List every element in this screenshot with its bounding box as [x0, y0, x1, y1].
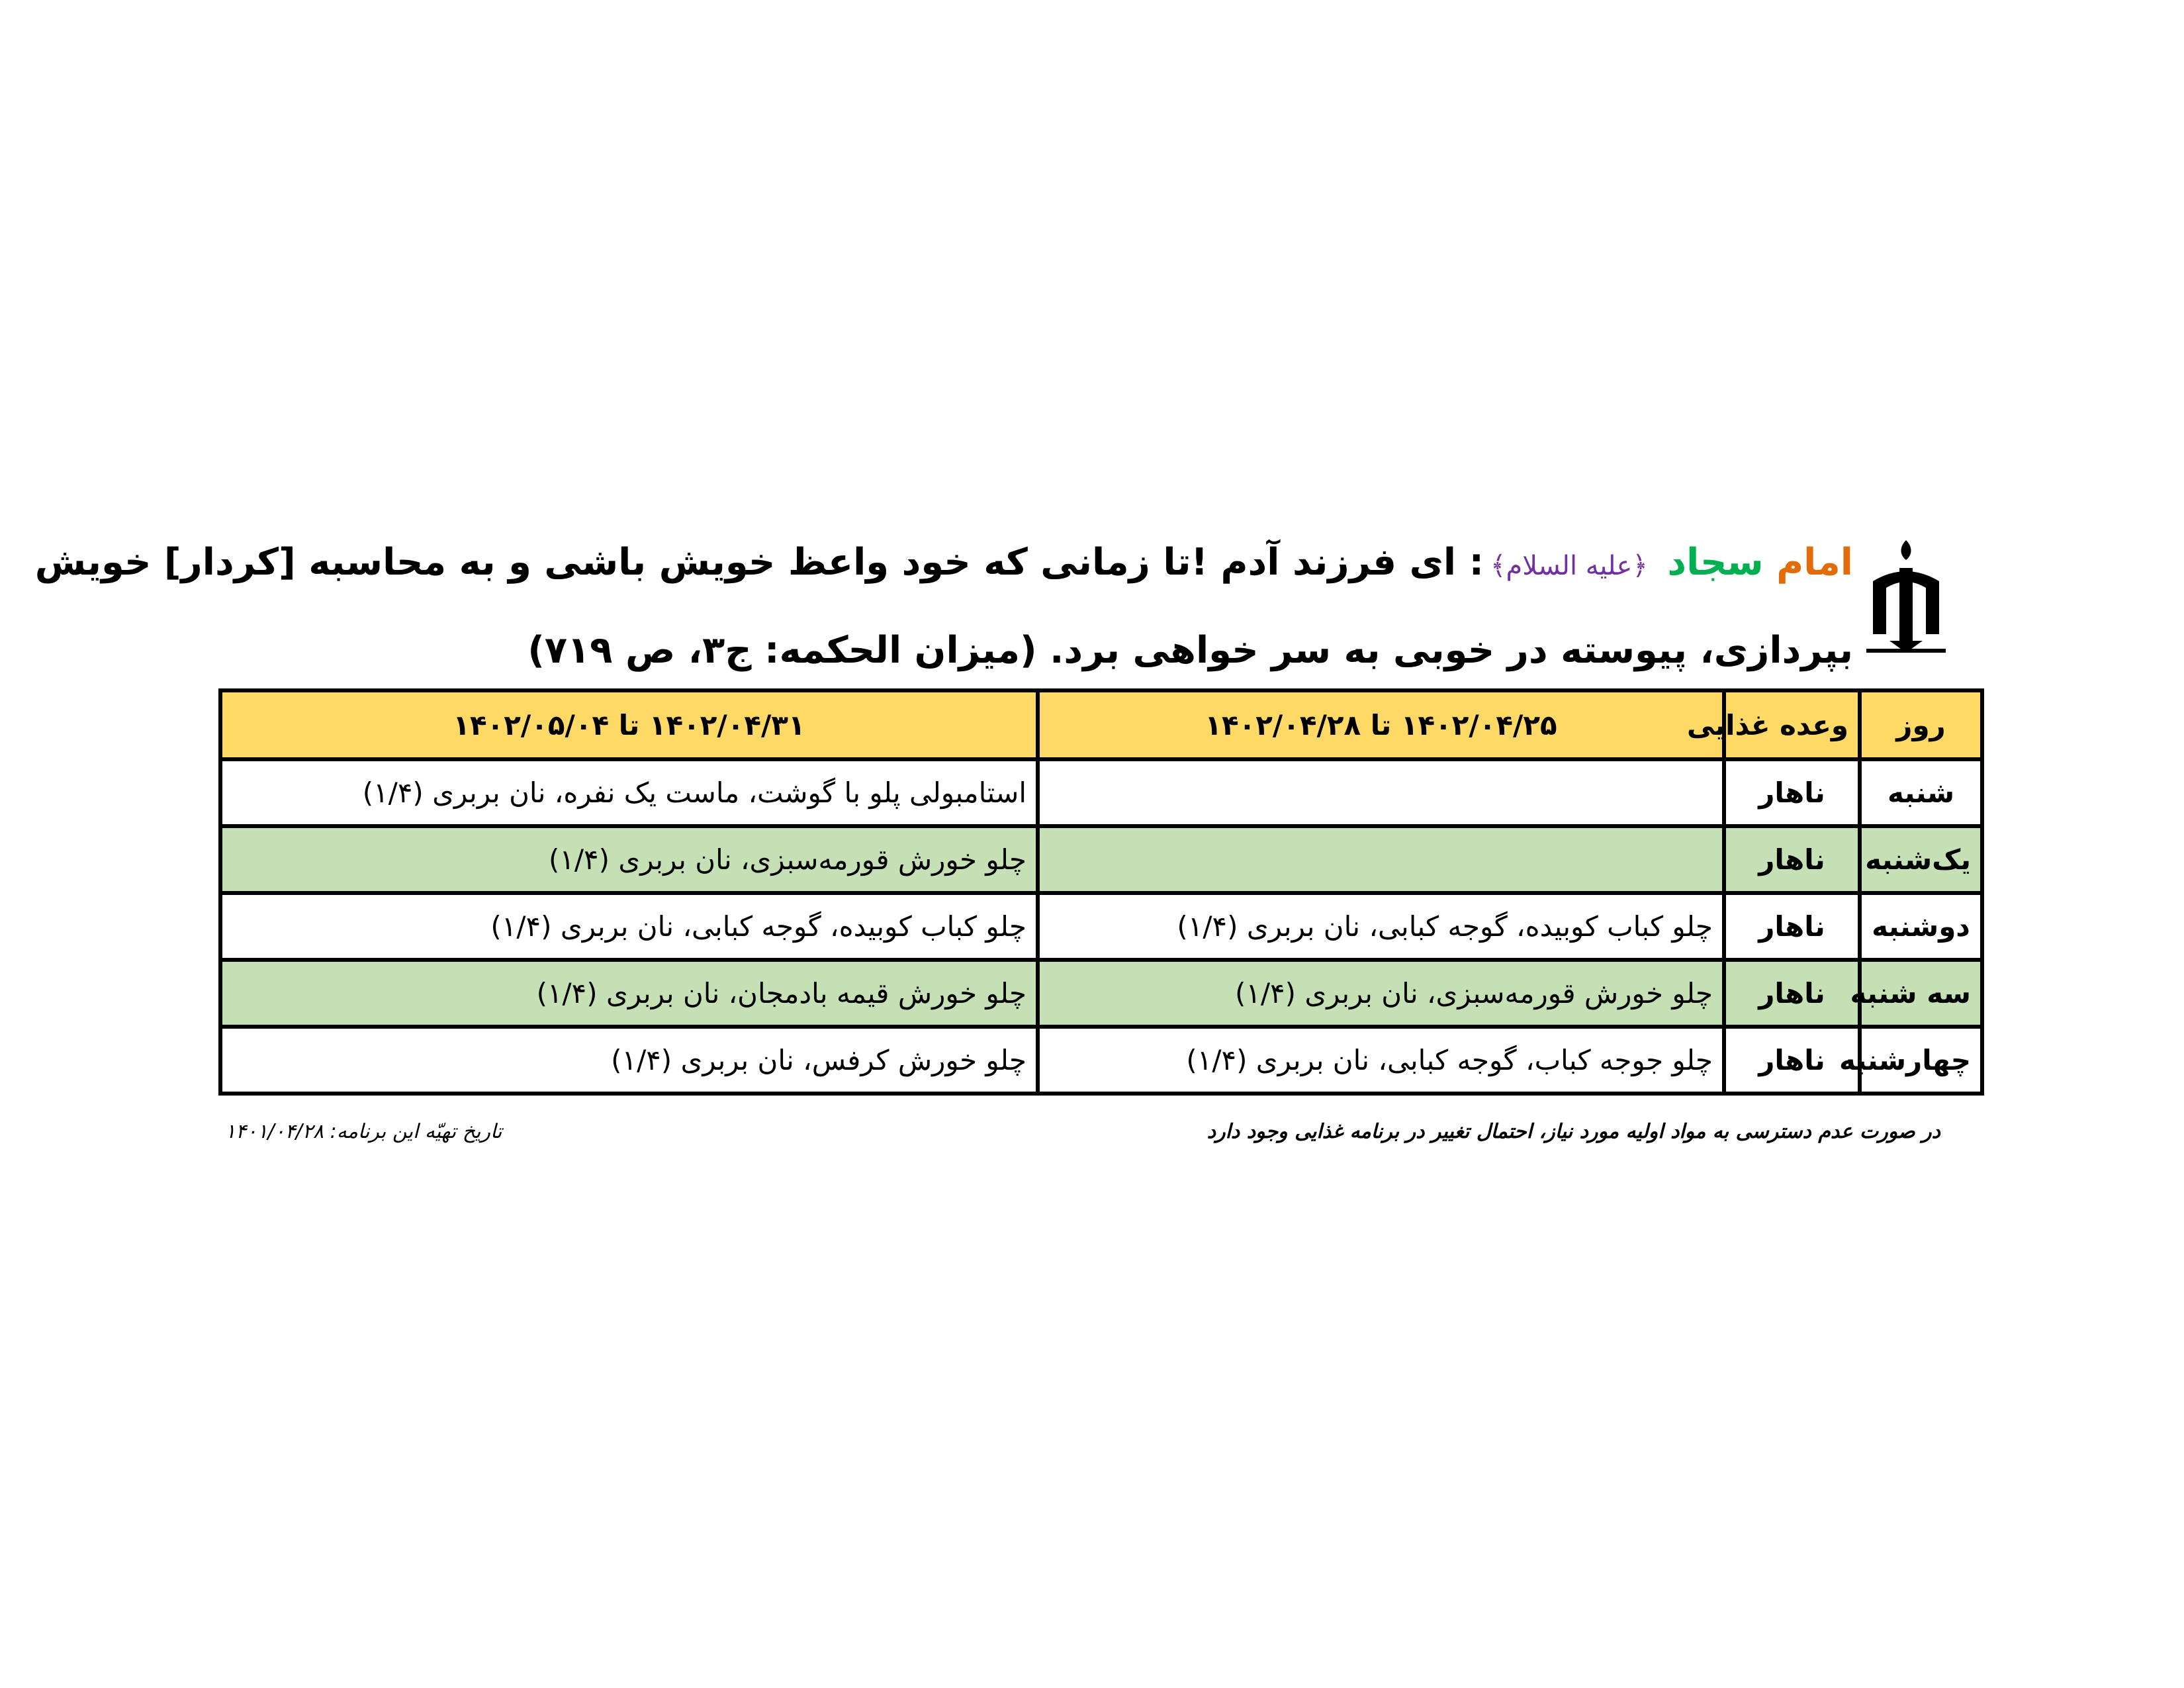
- quote-name-part1: امام: [1776, 541, 1853, 584]
- header-day: روز: [1860, 690, 1982, 759]
- food-cell-week2: استامبولی پلو با گوشت، ماست یک نفره، نان بربری (۱/۴): [220, 759, 1038, 826]
- header-range-week1: ۱۴۰۲/۰۴/۲۵ تا ۱۴۰۲/۰۴/۲۸: [1038, 690, 1724, 759]
- day-cell: دوشنبه: [1860, 893, 1982, 960]
- table-row: [220, 960, 1982, 1027]
- food-cell-week1: [1038, 759, 1724, 826]
- food-cell-week1: چلو جوجه کباب، گوجه کبابی، نان بربری (۱/۴): [1038, 1027, 1724, 1094]
- header-range-week2: ۱۴۰۲/۰۴/۳۱ تا ۱۴۰۲/۰۵/۰۴: [220, 690, 1038, 759]
- meal-cell: ناهار: [1724, 893, 1860, 960]
- table-row: [220, 759, 1982, 826]
- food-cell-week1: چلو خورش قورمه‌سبزی، نان بربری (۱/۴): [1038, 960, 1724, 1027]
- food-cell-week2: چلو خورش قیمه بادمجان، نان بربری (۱/۴): [220, 960, 1038, 1027]
- day-cell: شنبه: [1860, 759, 1982, 826]
- quote-line-1: [34, 536, 1853, 592]
- day-cell: چهارشنبه: [1860, 1027, 1982, 1094]
- meal-schedule-table: [218, 688, 1984, 1096]
- quote-text: : ای فرزند آدم !تا زمانی که خود واعظ خویش باشی و به محاسبه [کردار] خویش: [34, 541, 1484, 584]
- table-row: [220, 1027, 1982, 1094]
- university-logo-icon: [1853, 535, 1959, 661]
- food-cell-week2: چلو کباب کوبیده، گوجه کبابی، نان بربری (۱/۴): [220, 893, 1038, 960]
- quote-line-2: بپردازی، پیوسته در خوبی به سر خواهی برد. (میزان الحکمه: ج۳، ص ۷۱۹): [527, 629, 1853, 672]
- day-cell: یک‌شنبه: [1860, 826, 1982, 893]
- day-cell: سه شنبه: [1860, 960, 1982, 1027]
- food-cell-week2: چلو خورش کرفس، نان بربری (۱/۴): [220, 1027, 1038, 1094]
- meal-cell: ناهار: [1724, 1027, 1860, 1094]
- prepared-date: تاریخ تهیّه این برنامه: ۱۴۰۱/۰۴/۲۸: [225, 1120, 502, 1143]
- header-meal: وعده غذایی: [1724, 690, 1860, 759]
- food-cell-week1: [1038, 826, 1724, 893]
- quote-name-part2: سجاد: [1667, 541, 1764, 584]
- table-header-row: [220, 690, 1982, 759]
- meal-cell: ناهار: [1724, 759, 1860, 826]
- honorific-ornament: ﴿علیه السلام﴾: [1490, 551, 1648, 581]
- food-cell-week1: چلو کباب کوبیده، گوجه کبابی، نان بربری (۱/۴): [1038, 893, 1724, 960]
- availability-notice: در صورت عدم دسترسی به مواد اولیه مورد نیاز، احتمال تغییر در برنامه غذایی وجود دارد: [1206, 1120, 1940, 1143]
- table-row: [220, 893, 1982, 960]
- food-cell-week2: چلو خورش قورمه‌سبزی، نان بربری (۱/۴): [220, 826, 1038, 893]
- meal-cell: ناهار: [1724, 826, 1860, 893]
- meal-cell: ناهار: [1724, 960, 1860, 1027]
- table-row: [220, 826, 1982, 893]
